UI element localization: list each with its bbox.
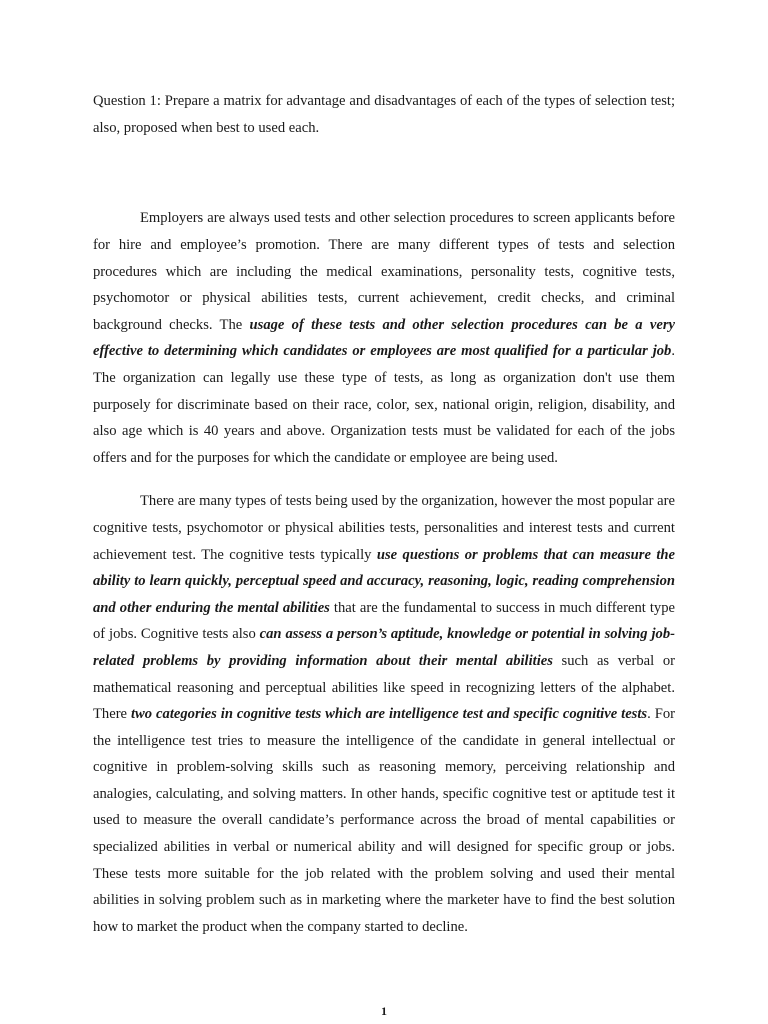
paragraph-text: . For the intelligence test tries to measure the intelligence of the candidate in general intellectual or cognitive in problem-solving skills such as reasoning memory, perceiving relationship and analogies, calculating, and solving matters. In other hands, specific cognitive test or aptitude test it used to measure the overall candidate’s performance across the broad of mental capabilities or specialized abilities in verbal or numerical ability and will designed for specific group or jobs. These tests more suitable for the job related with the problem solving and used their mental abilities in solving problem such as in marketing where the marketer have to find the best solution how to market the product when the company started to decline. <box>93 706 675 935</box>
emphasized-text: can assess a person’s aptitude, knowledge or potential in solving job-related problems by providing information about their mental abilities <box>93 626 675 669</box>
document-page <box>93 88 675 940</box>
paragraph-text: There are many types of tests being used by the organization, however the most popular are cognitive tests, psychomotor or physical abilities tests, personalities and interest tests and current achievement test. The cognitive tests typically <box>93 493 675 563</box>
emphasized-text: use questions or problems that can measure the ability to learn quickly, perceptual speed and accuracy, reasoning, logic, reading comprehension and other enduring the mental abilities <box>93 546 675 616</box>
page-number: 1 <box>381 1004 387 1018</box>
paragraph-types-of-tests <box>93 488 675 940</box>
emphasized-text: two categories in cognitive tests which are intelligence test and specific cognitive tests <box>131 706 648 723</box>
paragraph-text: . The organization can legally use these type of tests, as long as organization don't use them purposely for discriminate based on their race, color, sex, national origin, religion, disability, and also age which is 40 years and above. Organization tests must be validated for each of the jobs offers and for the purposes for which the candidate or employee are being used. <box>93 343 675 466</box>
paragraph-text: that are the fundamental to success in much different type of jobs. Cognitive tests also <box>93 599 675 643</box>
emphasized-text: usage of these tests and other selection procedures can be a very effective to determining which candidates or employees are most qualified for a particular job <box>93 316 675 360</box>
paragraph-employer-tests <box>93 205 675 471</box>
paragraph-text: such as verbal or mathematical reasoning and perceptual abilities like speed in recognizing letters of the alphabet. There <box>93 652 676 723</box>
question-heading: Question 1: Prepare a matrix for advantage and disadvantages of each of the types of selection test; also, proposed when best to used each. <box>93 93 675 136</box>
paragraph-text: Employers are always used tests and other selection procedures to screen applicants before for hire and employee’s promotion. There are many different types of tests and selection procedures which are including the medical examinations, personality tests, cognitive tests, psychomotor or physical abilities tests, current achievement, credit checks, and criminal background checks. The <box>93 210 675 333</box>
